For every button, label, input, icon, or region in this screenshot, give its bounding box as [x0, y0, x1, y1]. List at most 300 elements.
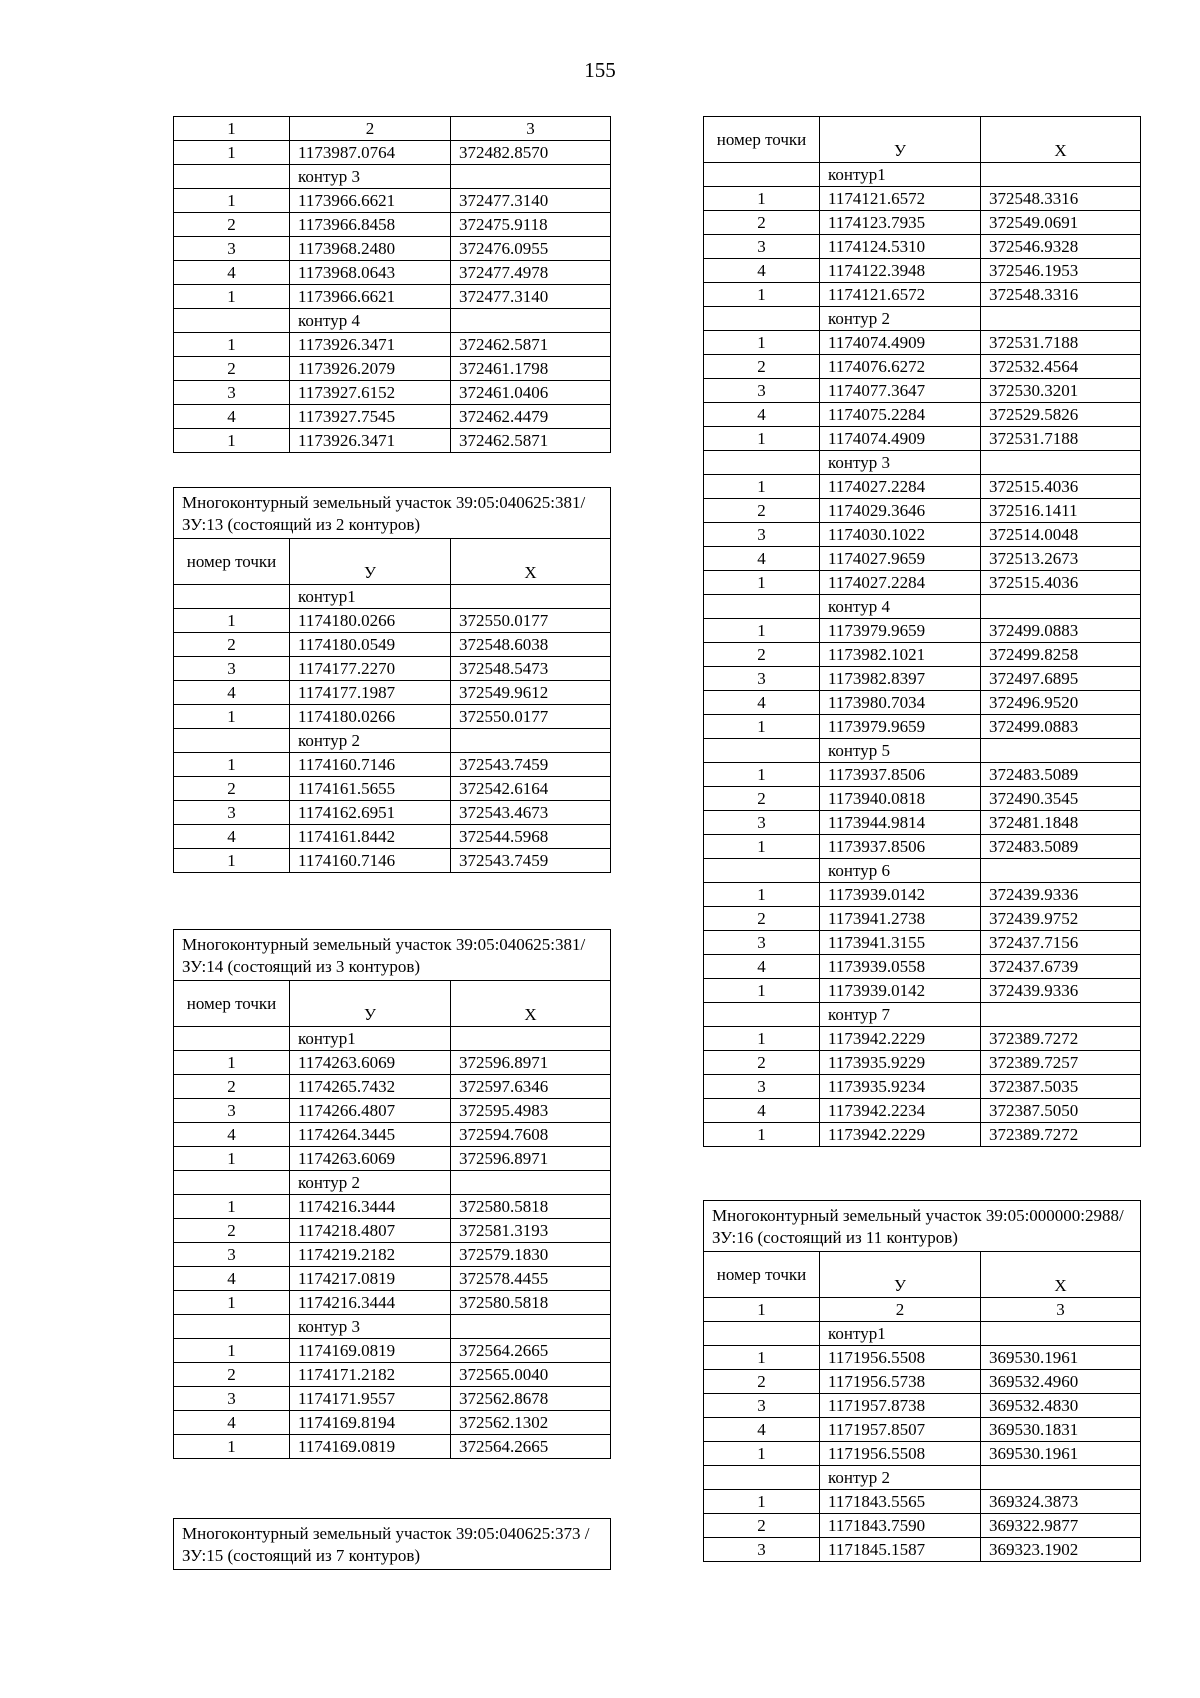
- coordinate-y: 1174074.4909: [820, 331, 981, 355]
- point-number: 1: [174, 753, 290, 777]
- header-y: У: [290, 539, 451, 585]
- point-number: 2: [174, 357, 290, 381]
- point-number: 2: [174, 1363, 290, 1387]
- empty-cell: [981, 163, 1141, 187]
- coordinate-y: 1174160.7146: [290, 753, 451, 777]
- coordinate-x: 372497.6895: [981, 667, 1141, 691]
- point-number: 3: [704, 523, 820, 547]
- coordinate-y: 1174171.9557: [290, 1387, 451, 1411]
- coordinate-x: 372564.2665: [451, 1339, 611, 1363]
- coordinate-x: 372580.5818: [451, 1291, 611, 1315]
- coordinate-x: 372483.5089: [981, 763, 1141, 787]
- coordinate-x: 372516.1411: [981, 499, 1141, 523]
- coordinate-x: 372461.0406: [451, 381, 611, 405]
- coordinate-y: 1173979.9659: [820, 715, 981, 739]
- empty-cell: [704, 859, 820, 883]
- point-number: 1: [704, 427, 820, 451]
- coordinate-x: 372596.8971: [451, 1051, 611, 1075]
- table-row: [174, 657, 611, 681]
- coordinate-x: 372461.1798: [451, 357, 611, 381]
- coordinate-y: 1174177.2270: [290, 657, 451, 681]
- contour-label: контур 6: [820, 859, 981, 883]
- point-number: 4: [174, 1267, 290, 1291]
- coordinate-y: 1171956.5508: [820, 1346, 981, 1370]
- table-row: [704, 931, 1141, 955]
- table-row: [704, 883, 1141, 907]
- coordinate-y: 1174124.5310: [820, 235, 981, 259]
- coordinate-y: 1174121.6572: [820, 283, 981, 307]
- point-number: 1: [704, 763, 820, 787]
- empty-cell: [174, 1171, 290, 1195]
- point-number: 3: [704, 1075, 820, 1099]
- point-number: 4: [704, 691, 820, 715]
- point-number: 4: [704, 955, 820, 979]
- coordinate-y: 1174180.0266: [290, 705, 451, 729]
- coordinate-x: 372496.9520: [981, 691, 1141, 715]
- coordinate-x: 372513.2673: [981, 547, 1141, 571]
- coordinate-y: 1174077.3647: [820, 379, 981, 403]
- empty-cell: [451, 585, 611, 609]
- coordinate-y: 1174074.4909: [820, 427, 981, 451]
- contour-label: контур 5: [820, 739, 981, 763]
- coordinate-x: 372389.7272: [981, 1123, 1141, 1147]
- empty-cell: [704, 163, 820, 187]
- empty-cell: [981, 859, 1141, 883]
- contour-label: контур 4: [290, 309, 451, 333]
- coordinate-x: 372546.9328: [981, 235, 1141, 259]
- point-number: 3: [174, 1099, 290, 1123]
- point-number: 3: [174, 237, 290, 261]
- empty-cell: [451, 1315, 611, 1339]
- contour-label: контур 3: [820, 451, 981, 475]
- coordinate-y: 1173944.9814: [820, 811, 981, 835]
- coordinate-x: 372597.6346: [451, 1075, 611, 1099]
- coordinate-x: 372475.9118: [451, 213, 611, 237]
- coordinate-x: 372580.5818: [451, 1195, 611, 1219]
- table-row: [174, 1099, 611, 1123]
- coordinate-y: 1174161.8442: [290, 825, 451, 849]
- point-number: 1: [174, 141, 290, 165]
- table-row: [174, 705, 611, 729]
- table-row: [174, 333, 611, 357]
- header-point-number: номер точки: [704, 1252, 820, 1298]
- empty-cell: [981, 595, 1141, 619]
- empty-cell: [981, 307, 1141, 331]
- coordinate-x: 372531.7188: [981, 331, 1141, 355]
- coordinate-y: 1174265.7432: [290, 1075, 451, 1099]
- contour-row: [174, 1315, 611, 1339]
- contour-row: [704, 1322, 1141, 1346]
- column-number: 2: [820, 1298, 981, 1322]
- contour-row: [704, 859, 1141, 883]
- empty-cell: [981, 1466, 1141, 1490]
- column-number: 3: [451, 117, 611, 141]
- coordinate-x: 372532.4564: [981, 355, 1141, 379]
- coordinate-y: 1174027.2284: [820, 475, 981, 499]
- table-row: [174, 1363, 611, 1387]
- point-number: 2: [174, 1219, 290, 1243]
- coordinate-x: 372439.9752: [981, 907, 1141, 931]
- point-number: 2: [174, 1075, 290, 1099]
- coordinate-y: 1173968.2480: [290, 237, 451, 261]
- point-number: 2: [174, 777, 290, 801]
- coordinate-y: 1173927.6152: [290, 381, 451, 405]
- coordinate-x: 369323.1902: [981, 1538, 1141, 1562]
- point-number: 4: [704, 547, 820, 571]
- coordinate-x: 372389.7257: [981, 1051, 1141, 1075]
- point-number: 4: [704, 1418, 820, 1442]
- coordinate-x: 372531.7188: [981, 427, 1141, 451]
- point-number: 3: [174, 1387, 290, 1411]
- table-row: [704, 283, 1141, 307]
- table-row: [704, 907, 1141, 931]
- point-number: 4: [174, 825, 290, 849]
- table-row: [174, 1267, 611, 1291]
- table-row: [704, 643, 1141, 667]
- coordinate-y: 1173939.0558: [820, 955, 981, 979]
- point-number: 3: [174, 801, 290, 825]
- coordinate-x: 372548.3316: [981, 283, 1141, 307]
- land-plot-table-zu15-contours: [703, 116, 1141, 1147]
- coordinate-y: 1174169.0819: [290, 1339, 451, 1363]
- point-number: 4: [174, 405, 290, 429]
- point-number: 1: [704, 1442, 820, 1466]
- land-plot-table-zu16: [703, 1200, 1141, 1562]
- table-row: [704, 1346, 1141, 1370]
- table-row: [174, 1291, 611, 1315]
- contour-label: контур1: [290, 1027, 451, 1051]
- coordinate-y: 1173941.2738: [820, 907, 981, 931]
- coordinate-y: 1174264.3445: [290, 1123, 451, 1147]
- table-caption: Многоконтурный земельный участок 39:05:040625:373 /ЗУ:15 (состоящий из 7 контуров): [174, 1519, 611, 1570]
- point-number: 2: [704, 907, 820, 931]
- table-row: [174, 1411, 611, 1435]
- table-row: [704, 547, 1141, 571]
- point-number: 1: [704, 619, 820, 643]
- point-number: 1: [174, 189, 290, 213]
- column-number-row: [704, 1298, 1141, 1322]
- table-row: [704, 763, 1141, 787]
- coordinate-y: 1174180.0549: [290, 633, 451, 657]
- coordinate-x: 372562.1302: [451, 1411, 611, 1435]
- coordinate-x: 372437.7156: [981, 931, 1141, 955]
- table-row: [704, 211, 1141, 235]
- coordinate-x: 372562.8678: [451, 1387, 611, 1411]
- coordinate-y: 1174218.4807: [290, 1219, 451, 1243]
- coordinate-y: 1171843.7590: [820, 1514, 981, 1538]
- contour-label: контур 2: [290, 729, 451, 753]
- coordinate-y: 1173935.9229: [820, 1051, 981, 1075]
- point-number: 1: [174, 429, 290, 453]
- header-point-number: номер точки: [174, 539, 290, 585]
- point-number: 3: [704, 1394, 820, 1418]
- table-row: [174, 801, 611, 825]
- coordinate-x: 372499.0883: [981, 619, 1141, 643]
- coordinate-x: 372594.7608: [451, 1123, 611, 1147]
- contour-label: контур 3: [290, 165, 451, 189]
- coordinate-x: 372581.3193: [451, 1219, 611, 1243]
- point-number: 2: [174, 633, 290, 657]
- point-number: 2: [704, 643, 820, 667]
- contour-label: контур 3: [290, 1315, 451, 1339]
- table-row: [174, 1339, 611, 1363]
- coordinate-x: 372482.8570: [451, 141, 611, 165]
- coordinate-y: 1173942.2229: [820, 1027, 981, 1051]
- coordinate-y: 1173942.2229: [820, 1123, 981, 1147]
- table-row: [704, 427, 1141, 451]
- coordinate-y: 1171957.8507: [820, 1418, 981, 1442]
- empty-cell: [174, 309, 290, 333]
- point-number: 1: [704, 1490, 820, 1514]
- coordinate-x: 372579.1830: [451, 1243, 611, 1267]
- header-x: Х: [981, 117, 1141, 163]
- header-x: Х: [451, 539, 611, 585]
- table-row: [704, 1027, 1141, 1051]
- table-row: [174, 849, 611, 873]
- contour-row: [704, 595, 1141, 619]
- coordinate-x: 372550.0177: [451, 609, 611, 633]
- table-row: [174, 753, 611, 777]
- coordinate-x: 372477.3140: [451, 189, 611, 213]
- contour-label: контур1: [820, 1322, 981, 1346]
- point-number: 1: [174, 609, 290, 633]
- table-row: [704, 379, 1141, 403]
- coordinate-y: 1173926.2079: [290, 357, 451, 381]
- header-x: Х: [451, 981, 611, 1027]
- point-number: 1: [704, 331, 820, 355]
- coordinate-x: 372462.4479: [451, 405, 611, 429]
- table-row: [174, 285, 611, 309]
- header-y: У: [820, 117, 981, 163]
- land-plot-table-zu14: [173, 929, 611, 1459]
- coordinate-x: 372549.9612: [451, 681, 611, 705]
- table-row: [704, 571, 1141, 595]
- coordinate-y: 1173982.8397: [820, 667, 981, 691]
- coordinate-x: 372542.6164: [451, 777, 611, 801]
- header-row: [704, 117, 1141, 163]
- table-row: [174, 357, 611, 381]
- table-row: [174, 1195, 611, 1219]
- coordinate-x: 372483.5089: [981, 835, 1141, 859]
- point-number: 1: [704, 475, 820, 499]
- table-row: [174, 609, 611, 633]
- point-number: 2: [704, 1370, 820, 1394]
- table-row: [704, 1370, 1141, 1394]
- point-number: 1: [704, 571, 820, 595]
- coordinate-y: 1174075.2284: [820, 403, 981, 427]
- column-number: 1: [704, 1298, 820, 1322]
- table-row: [704, 403, 1141, 427]
- coordinate-x: 372481.1848: [981, 811, 1141, 835]
- point-number: 1: [174, 705, 290, 729]
- coordinate-x: 372514.0048: [981, 523, 1141, 547]
- table-row: [174, 1387, 611, 1411]
- coordinate-y: 1173940.0818: [820, 787, 981, 811]
- coordinate-x: 372462.5871: [451, 429, 611, 453]
- coordinate-x: 372548.5473: [451, 657, 611, 681]
- contour-row: [174, 1027, 611, 1051]
- table-row: [704, 355, 1141, 379]
- table-row: [704, 787, 1141, 811]
- coordinate-y: 1174121.6572: [820, 187, 981, 211]
- coordinate-y: 1173966.6621: [290, 285, 451, 309]
- coordinate-x: 372546.1953: [981, 259, 1141, 283]
- coordinate-y: 1173941.3155: [820, 931, 981, 955]
- empty-cell: [704, 307, 820, 331]
- table-row: [704, 1123, 1141, 1147]
- table-row: [704, 187, 1141, 211]
- table-row: [174, 1435, 611, 1459]
- table-row: [704, 523, 1141, 547]
- point-number: 3: [704, 1538, 820, 1562]
- coordinate-y: 1174169.0819: [290, 1435, 451, 1459]
- column-number-row: [174, 117, 611, 141]
- table-row: [174, 1219, 611, 1243]
- empty-cell: [981, 451, 1141, 475]
- point-number: 3: [704, 811, 820, 835]
- table-row: [704, 235, 1141, 259]
- point-number: 1: [174, 1051, 290, 1075]
- point-number: 3: [704, 667, 820, 691]
- coordinate-y: 1174122.3948: [820, 259, 981, 283]
- point-number: 4: [704, 259, 820, 283]
- coordinate-y: 1174030.1022: [820, 523, 981, 547]
- coordinate-x: 372490.3545: [981, 787, 1141, 811]
- table-row: [704, 475, 1141, 499]
- coordinate-x: 372515.4036: [981, 475, 1141, 499]
- point-number: 1: [174, 1435, 290, 1459]
- contour-row: [704, 163, 1141, 187]
- coordinate-x: 372462.5871: [451, 333, 611, 357]
- table-row: [704, 715, 1141, 739]
- coordinate-x: 372437.6739: [981, 955, 1141, 979]
- contour-row: [174, 585, 611, 609]
- table-row: [704, 1514, 1141, 1538]
- table-row: [704, 499, 1141, 523]
- table-row: [704, 259, 1141, 283]
- coordinate-y: 1174171.2182: [290, 1363, 451, 1387]
- coordinate-y: 1171845.1587: [820, 1538, 981, 1562]
- point-number: 1: [704, 835, 820, 859]
- coordinate-x: 372499.0883: [981, 715, 1141, 739]
- table-row: [704, 1051, 1141, 1075]
- coordinate-y: 1173937.8506: [820, 835, 981, 859]
- table-row: [174, 381, 611, 405]
- point-number: 1: [704, 979, 820, 1003]
- coordinate-y: 1173926.3471: [290, 429, 451, 453]
- contour-label: контур 7: [820, 1003, 981, 1027]
- empty-cell: [704, 1466, 820, 1490]
- coordinate-y: 1174219.2182: [290, 1243, 451, 1267]
- coordinate-y: 1174169.8194: [290, 1411, 451, 1435]
- coordinate-y: 1171956.5508: [820, 1442, 981, 1466]
- coordinate-y: 1174216.3444: [290, 1195, 451, 1219]
- header-row: [174, 539, 611, 585]
- coordinate-x: 372549.0691: [981, 211, 1141, 235]
- coordinate-x: 369322.9877: [981, 1514, 1141, 1538]
- table-row: [174, 261, 611, 285]
- table-row: [704, 691, 1141, 715]
- point-number: 1: [174, 333, 290, 357]
- point-number: 1: [704, 187, 820, 211]
- table-row: [174, 681, 611, 705]
- point-number: 4: [174, 1123, 290, 1147]
- table-row: [704, 619, 1141, 643]
- table-row: [704, 1099, 1141, 1123]
- contour-label: контур 2: [290, 1171, 451, 1195]
- coordinate-y: 1174123.7935: [820, 211, 981, 235]
- coordinate-y: 1171843.5565: [820, 1490, 981, 1514]
- coordinate-x: 372578.4455: [451, 1267, 611, 1291]
- empty-cell: [174, 729, 290, 753]
- column-number: 2: [290, 117, 451, 141]
- column-number: 1: [174, 117, 290, 141]
- coordinate-x: 372529.5826: [981, 403, 1141, 427]
- coordinate-x: 372387.5035: [981, 1075, 1141, 1099]
- coordinate-y: 1173939.0142: [820, 979, 981, 1003]
- table-row: [704, 667, 1141, 691]
- coordinate-y: 1174266.4807: [290, 1099, 451, 1123]
- coordinate-x: 369324.3873: [981, 1490, 1141, 1514]
- empty-cell: [451, 1027, 611, 1051]
- point-number: 4: [704, 403, 820, 427]
- contour-row: [704, 451, 1141, 475]
- coordinate-y: 1173982.1021: [820, 643, 981, 667]
- land-plot-table-zu15: [173, 1518, 611, 1570]
- point-number: 1: [174, 1291, 290, 1315]
- empty-cell: [704, 1322, 820, 1346]
- table-caption: Многоконтурный земельный участок 39:05:040625:381/ЗУ:14 (состоящий из 3 контуров): [174, 930, 611, 981]
- header-point-number: номер точки: [174, 981, 290, 1027]
- coordinate-x: 372387.5050: [981, 1099, 1141, 1123]
- empty-cell: [174, 165, 290, 189]
- point-number: 1: [704, 1123, 820, 1147]
- table-row: [704, 1442, 1141, 1466]
- header-point-number: номер точки: [704, 117, 820, 163]
- table-row: [704, 1490, 1141, 1514]
- point-number: 4: [174, 1411, 290, 1435]
- table-row: [174, 1147, 611, 1171]
- table-row: [174, 1075, 611, 1099]
- land-plot-table-zu13: [173, 487, 611, 873]
- coordinate-y: 1173980.7034: [820, 691, 981, 715]
- point-number: 4: [174, 681, 290, 705]
- coordinate-x: 372550.0177: [451, 705, 611, 729]
- table-caption: Многоконтурный земельный участок 39:05:040625:381/ЗУ:13 (состоящий из 2 контуров): [174, 488, 611, 539]
- coordinate-y: 1174263.6069: [290, 1051, 451, 1075]
- coordinate-x: 372439.9336: [981, 883, 1141, 907]
- coordinate-x: 372477.4978: [451, 261, 611, 285]
- header-row: [174, 981, 611, 1027]
- point-number: 1: [174, 1339, 290, 1363]
- contour-row: [704, 1003, 1141, 1027]
- contour-row: [174, 309, 611, 333]
- contour-row: [704, 307, 1141, 331]
- coordinate-y: 1174076.6272: [820, 355, 981, 379]
- point-number: 1: [174, 849, 290, 873]
- coordinate-x: 372477.3140: [451, 285, 611, 309]
- table-row: [704, 1418, 1141, 1442]
- point-number: 3: [174, 381, 290, 405]
- coordinate-y: 1173966.8458: [290, 213, 451, 237]
- table-caption: Многоконтурный земельный участок 39:05:000000:2988/ЗУ:16 (состоящий из 11 контуров): [704, 1201, 1141, 1252]
- coordinate-y: 1173966.6621: [290, 189, 451, 213]
- coordinate-y: 1174216.3444: [290, 1291, 451, 1315]
- coordinate-x: 369530.1961: [981, 1442, 1141, 1466]
- point-number: 2: [704, 1051, 820, 1075]
- table-row: [174, 825, 611, 849]
- empty-cell: [451, 1171, 611, 1195]
